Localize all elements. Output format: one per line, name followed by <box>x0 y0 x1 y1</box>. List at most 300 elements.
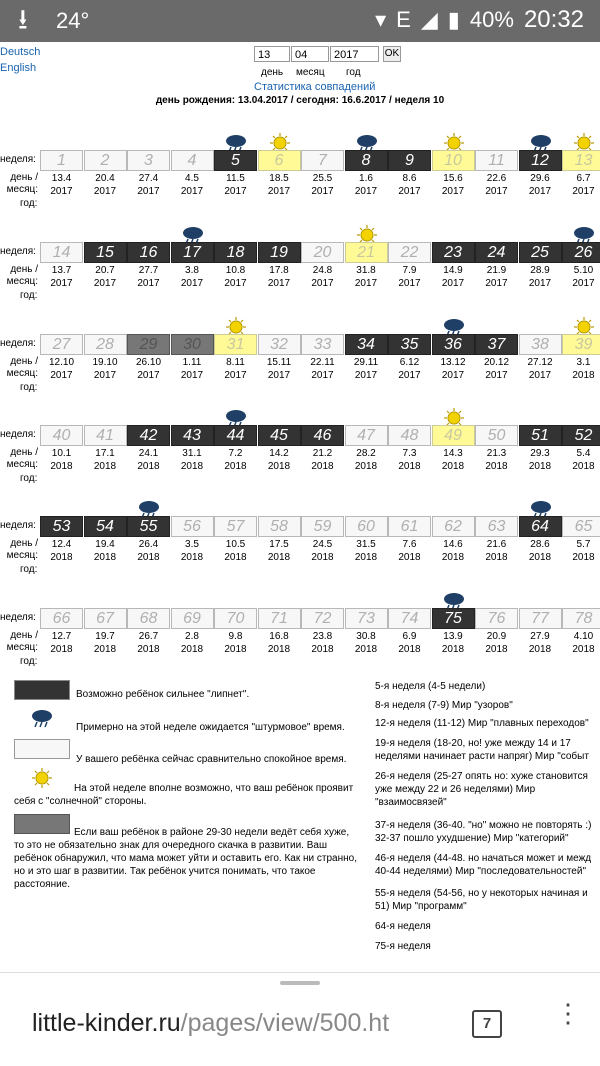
week-date: 10.8 <box>225 265 246 276</box>
week-year: 2018 <box>180 552 204 563</box>
week-year: 2018 <box>180 644 204 655</box>
week-date: 7.6 <box>402 539 417 550</box>
week-cell: 22 <box>388 242 431 263</box>
week-date: 7.2 <box>228 448 243 459</box>
day-label: день <box>261 67 284 78</box>
week-row <box>0 136 600 216</box>
year-label: год <box>346 67 361 78</box>
page-content <box>0 42 600 972</box>
week-cell: 38 <box>519 334 562 355</box>
browser-bar <box>0 972 600 1066</box>
language-links <box>0 44 40 76</box>
week-year: 2017 <box>398 186 421 197</box>
week-year: 2018 <box>137 644 160 655</box>
week-year: 2017 <box>485 186 508 197</box>
week-date: 20.9 <box>486 631 507 642</box>
week-cell: 37 <box>475 334 518 355</box>
week-date: 3.5 <box>185 539 199 550</box>
week-date: 21.9 <box>486 265 507 276</box>
week-date: 29.6 <box>530 173 550 184</box>
week-cell: 77 <box>519 608 562 629</box>
week-date: 20.4 <box>95 173 115 184</box>
download-icon: ⭳ <box>18 4 28 35</box>
week-year: 2018 <box>354 552 378 563</box>
week-cell: 59 <box>301 516 344 537</box>
week-cell: 23 <box>432 242 475 263</box>
week-year: 2017 <box>93 370 117 381</box>
week-cell: 12 <box>519 150 562 171</box>
birthday-summary: день рождения: 13.04.2017 / сегодня: 16.6.2017 / неделя 10 <box>155 95 445 106</box>
week-year: 2017 <box>224 278 247 289</box>
week-year: 2018 <box>267 552 291 563</box>
week-date: 13.12 <box>440 357 466 368</box>
week-year: 2018 <box>398 644 421 655</box>
week-cell: 62 <box>432 516 475 537</box>
week-cell: 45 <box>258 425 301 446</box>
week-cell: 18 <box>214 242 257 263</box>
week-cell: 50 <box>475 425 518 446</box>
week-date: 31.5 <box>356 539 376 550</box>
week-cell: 30 <box>171 334 214 355</box>
week-date: 1.6 <box>359 173 373 184</box>
week-date: 12.10 <box>48 357 75 368</box>
week-row <box>0 320 600 400</box>
week-cell: 75 <box>432 608 475 629</box>
legend-dark-swatch <box>14 680 70 700</box>
week-cell: 25 <box>519 242 562 263</box>
week-cell: 66 <box>40 608 83 629</box>
week-date: 13.4 <box>51 173 72 184</box>
week-year: 2017 <box>441 186 465 197</box>
week-date: 14.3 <box>443 448 463 459</box>
week-year: 2018 <box>311 552 334 563</box>
week-date: 1.11 <box>182 357 202 368</box>
drag-handle[interactable] <box>280 981 320 985</box>
week-date: 10.1 <box>51 448 72 459</box>
year-label: год: <box>20 473 38 484</box>
week-year: 2018 <box>137 552 160 563</box>
week-date: 17.8 <box>269 265 289 276</box>
week-date: 17.5 <box>269 539 289 550</box>
week-date: 28.9 <box>530 265 550 276</box>
week-year: 2018 <box>224 461 247 472</box>
leap-item: 37-я неделя (36-40. "но" можно не повторять :) 32-37 пошло ухудшение) Мир "категорий" <box>375 820 592 844</box>
week-date: 6.7 <box>576 173 591 184</box>
week-label: неделя: <box>0 338 36 349</box>
week-date: 14.6 <box>443 539 463 550</box>
week-year: 2017 <box>354 370 378 381</box>
week-date: 19.7 <box>95 631 115 642</box>
week-cell: 73 <box>345 608 388 629</box>
week-cell: 36 <box>432 334 475 355</box>
clock: 20:32 <box>523 6 584 33</box>
week-date: 4.5 <box>185 173 199 184</box>
week-date: 28.2 <box>356 448 376 459</box>
statistics-link[interactable]: Статистика совпадений <box>254 81 376 93</box>
week-cell: 48 <box>388 425 431 446</box>
week-date: 31.8 <box>356 265 376 276</box>
week-year: 2018 <box>267 461 291 472</box>
week-year: 2018 <box>485 461 508 472</box>
week-year: 2017 <box>180 370 204 381</box>
ok-button[interactable]: OK <box>383 46 401 62</box>
week-cell: 42 <box>127 425 170 446</box>
week-year: 2017 <box>485 370 508 381</box>
tab-count-button[interactable]: 7 <box>472 1010 502 1038</box>
week-cell: 2 <box>84 150 127 171</box>
week-year: 2018 <box>441 461 465 472</box>
battery-percent: 40% <box>469 7 514 32</box>
week-year: 2018 <box>354 461 378 472</box>
week-date: 29.3 <box>530 448 550 459</box>
week-year: 2018 <box>50 552 73 563</box>
year-label: год: <box>20 564 38 575</box>
week-year: 2017 <box>93 186 117 197</box>
day-month-label: день / месяц: <box>6 538 38 561</box>
week-date: 3.1 <box>576 357 591 368</box>
storm-icon <box>30 708 54 728</box>
week-cell: 14 <box>40 242 83 263</box>
week-cell: 32 <box>258 334 301 355</box>
year-label: год: <box>20 290 38 301</box>
week-date: 20.7 <box>95 265 115 276</box>
week-cell: 24 <box>475 242 518 263</box>
week-year: 2018 <box>50 461 73 472</box>
week-date: 27.7 <box>138 265 159 276</box>
week-cell: 52 <box>562 425 600 446</box>
week-date: 14.2 <box>269 448 289 459</box>
week-year: 2017 <box>398 278 421 289</box>
week-cell: 17 <box>171 242 214 263</box>
week-cell: 47 <box>345 425 388 446</box>
week-cell: 64 <box>519 516 562 537</box>
week-year: 2017 <box>311 370 334 381</box>
week-date: 16.8 <box>269 631 289 642</box>
week-year: 2018 <box>572 461 595 472</box>
week-date: 26.7 <box>138 631 159 642</box>
leap-item: 46-я неделя (44-48. но начаться может и межд 40-44 неделями) Мир "последовательностей" <box>375 853 592 877</box>
week-date: 29.11 <box>353 357 379 368</box>
week-year: 2017 <box>180 186 204 197</box>
week-year: 2017 <box>267 278 291 289</box>
week-cell: 57 <box>214 516 257 537</box>
week-cell: 7 <box>301 150 344 171</box>
leap-item: 19-я неделя (18-20, но! уже между 14 и 17 неделями начинает расти напряг) Мир "событ <box>375 738 589 762</box>
week-year: 2018 <box>93 461 117 472</box>
week-year: 2018 <box>311 644 334 655</box>
status-bar <box>0 0 600 42</box>
week-year: 2018 <box>485 644 508 655</box>
week-date: 5.4 <box>576 448 591 459</box>
week-cell: 46 <box>301 425 344 446</box>
week-year: 2018 <box>528 552 552 563</box>
week-cell: 67 <box>84 608 127 629</box>
leap-item: 12-я неделя (11-12) Мир "плавных переходов" <box>375 718 589 729</box>
week-cell: 55 <box>127 516 170 537</box>
week-date: 21.3 <box>486 448 507 459</box>
legend-sun-text: На этой неделе вполне возможно, что ваш ребёнок проявит себя с "солнечной" стороны. <box>14 783 354 807</box>
week-year: 2017 <box>137 278 160 289</box>
week-cell: 49 <box>432 425 475 446</box>
network-indicator: E <box>396 7 411 32</box>
year-input[interactable]: 2017 <box>330 46 379 62</box>
week-cell: 9 <box>388 150 431 171</box>
week-year: 2018 <box>180 461 204 472</box>
week-cell: 40 <box>40 425 83 446</box>
week-year: 2018 <box>572 552 595 563</box>
week-date: 28.6 <box>530 539 550 550</box>
week-cell: 5 <box>214 150 257 171</box>
day-month-label: день / месяц: <box>6 356 38 379</box>
week-year: 2018 <box>354 644 378 655</box>
more-menu-icon[interactable]: ⋮ <box>555 998 581 1028</box>
week-label: неделя: <box>0 246 36 257</box>
week-date: 7.3 <box>402 448 417 459</box>
signal-icon: ◢ <box>420 7 438 32</box>
week-date: 21.6 <box>486 539 507 550</box>
year-label: год: <box>20 382 38 393</box>
week-label: неделя: <box>0 520 36 531</box>
week-cell: 65 <box>562 516 600 537</box>
week-date: 20.12 <box>483 357 510 368</box>
wifi-icon: ▾ <box>375 7 387 32</box>
week-date: 26.4 <box>138 539 159 550</box>
week-year: 2017 <box>224 370 247 381</box>
leap-item: 26-я неделя (25-27 опять но: хуже становится уже между 22 и 26 неделями) Мир "взаимосвязей" <box>375 771 588 808</box>
legend-storm-text: Примерно на этой неделе ожидается "штурмовое" время. <box>76 722 345 733</box>
legend-light-text: У вашего ребёнка сейчас сравнительно спокойное время. <box>76 754 347 765</box>
week-cell: 28 <box>84 334 127 355</box>
week-year: 2017 <box>50 278 73 289</box>
week-year: 2017 <box>528 370 552 381</box>
day-month-label: день / месяц: <box>6 630 38 653</box>
week-cell: 61 <box>388 516 431 537</box>
week-date: 7.9 <box>402 265 417 276</box>
week-year: 2018 <box>311 461 334 472</box>
week-date: 24.5 <box>312 539 333 550</box>
language-link-deutsch[interactable]: Deutsch <box>0 46 41 58</box>
week-cell: 31 <box>214 334 257 355</box>
week-date: 22.6 <box>486 173 507 184</box>
week-cell: 34 <box>345 334 388 355</box>
week-date: 5.10 <box>573 265 594 276</box>
week-cell: 78 <box>562 608 600 629</box>
temperature: 24° <box>56 8 90 33</box>
url-domain: little-kinder.ru <box>32 1009 181 1037</box>
week-cell: 76 <box>475 608 518 629</box>
week-cell: 41 <box>84 425 127 446</box>
week-date: 22.11 <box>310 357 335 368</box>
url-field[interactable] <box>32 1009 389 1038</box>
week-year: 2017 <box>572 278 595 289</box>
week-year: 2017 <box>50 370 73 381</box>
week-year: 2018 <box>267 644 291 655</box>
week-label: неделя: <box>0 429 36 440</box>
week-date: 13.7 <box>51 265 72 276</box>
week-date: 9.8 <box>228 631 243 642</box>
week-cell: 15 <box>84 242 127 263</box>
week-year: 2018 <box>485 552 508 563</box>
week-row <box>0 594 600 674</box>
week-cell: 27 <box>40 334 83 355</box>
language-link-english[interactable]: English <box>0 62 37 74</box>
week-year: 2018 <box>572 644 595 655</box>
week-cell: 29 <box>127 334 170 355</box>
week-cell: 43 <box>171 425 214 446</box>
week-year: 2018 <box>441 552 465 563</box>
day-month-label: день / месяц: <box>6 447 38 470</box>
week-date: 6.12 <box>399 357 420 368</box>
legend-light-swatch <box>14 739 70 759</box>
week-cell: 56 <box>171 516 214 537</box>
week-date: 17.1 <box>95 448 115 459</box>
month-input[interactable]: 04 <box>291 46 329 62</box>
week-date: 27.4 <box>138 173 159 184</box>
week-cell: 53 <box>40 516 83 537</box>
week-date: 14.9 <box>443 265 463 276</box>
week-year: 2017 <box>398 370 421 381</box>
week-cell: 51 <box>519 425 562 446</box>
week-cell: 74 <box>388 608 431 629</box>
week-year: 2017 <box>137 370 160 381</box>
week-year: 2017 <box>354 186 378 197</box>
week-year: 2017 <box>572 186 595 197</box>
week-year: 2017 <box>528 186 552 197</box>
week-year: 2017 <box>528 278 552 289</box>
week-date: 18.5 <box>269 173 289 184</box>
week-cell: 20 <box>301 242 344 263</box>
week-date: 26.10 <box>135 357 162 368</box>
leap-item: 5-я неделя (4-5 недели) <box>375 681 486 692</box>
week-cell: 68 <box>127 608 170 629</box>
week-cell: 6 <box>258 150 301 171</box>
week-date: 8.11 <box>226 357 245 368</box>
week-cell: 63 <box>475 516 518 537</box>
week-date: 8.6 <box>402 173 417 184</box>
url-path: /pages/view/500.ht <box>180 1009 390 1037</box>
week-date: 19.10 <box>92 357 118 368</box>
week-cell: 71 <box>258 608 301 629</box>
week-date: 13.9 <box>443 631 463 642</box>
week-cell: 35 <box>388 334 431 355</box>
week-row <box>0 411 600 491</box>
legend-gray-text: Если ваш ребёнок в районе 29-30 недели ведёт себя хуже, то это не обязательно знак для очередного скачка в развитии. Ваш ребёнок обнаружил, что мама может уйти и оставить его. Как ни странно, но и это шаг в развитии. Так ребёнок учится понимать, что такое расстояние. <box>14 827 357 890</box>
week-cell: 58 <box>258 516 301 537</box>
week-year: 2018 <box>572 370 595 381</box>
week-date: 19.4 <box>95 539 115 550</box>
week-cell: 4 <box>171 150 214 171</box>
year-label: год: <box>20 656 38 667</box>
week-year: 2018 <box>224 552 247 563</box>
week-cell: 1 <box>40 150 83 171</box>
week-date: 27.12 <box>527 357 553 368</box>
week-date: 11.5 <box>226 173 245 184</box>
legend-dark-text: Возможно ребёнок сильнее "липнет". <box>76 689 250 700</box>
week-date: 5.7 <box>576 539 591 550</box>
week-date: 12.4 <box>51 539 72 550</box>
week-year: 2018 <box>93 644 117 655</box>
week-date: 10.5 <box>225 539 246 550</box>
day-input[interactable]: 13 <box>254 46 290 62</box>
week-year: 2018 <box>441 644 465 655</box>
week-year: 2018 <box>93 552 117 563</box>
week-date: 24.8 <box>312 265 333 276</box>
week-cell: 60 <box>345 516 388 537</box>
week-date: 30.8 <box>356 631 376 642</box>
week-cell: 8 <box>345 150 388 171</box>
week-date: 4.10 <box>573 631 594 642</box>
week-date: 15.11 <box>266 357 292 368</box>
week-cell: 70 <box>214 608 257 629</box>
month-label: месяц <box>296 67 325 78</box>
week-date: 27.9 <box>530 631 550 642</box>
week-cell: 16 <box>127 242 170 263</box>
week-year: 2018 <box>528 461 552 472</box>
week-cell: 69 <box>171 608 214 629</box>
week-row <box>0 228 600 308</box>
leap-item: 55-я неделя (54-56, но у некоторых начиная и 51) Мир "программ" <box>375 888 588 912</box>
week-date: 2.8 <box>185 631 199 642</box>
week-cell: 3 <box>127 150 170 171</box>
week-year: 2018 <box>398 552 421 563</box>
week-label: неделя: <box>0 612 36 623</box>
week-year: 2018 <box>398 461 421 472</box>
week-year: 2017 <box>485 278 508 289</box>
week-cell: 21 <box>345 242 388 263</box>
week-year: 2017 <box>311 186 334 197</box>
week-year: 2017 <box>180 278 204 289</box>
week-year: 2017 <box>137 186 160 197</box>
week-year: 2018 <box>528 644 552 655</box>
week-row <box>0 502 600 582</box>
leap-item: 64-я неделя <box>375 921 431 932</box>
week-date: 15.6 <box>443 173 463 184</box>
leap-item: 8-я неделя (7-9) Мир "узоров" <box>375 700 513 711</box>
week-cell: 11 <box>475 150 518 171</box>
week-year: 2018 <box>224 644 247 655</box>
battery-icon: ▮ <box>447 7 460 32</box>
week-year: 2017 <box>441 278 465 289</box>
week-cell: 13 <box>562 150 600 171</box>
week-cell: 39 <box>562 334 600 355</box>
week-year: 2017 <box>224 186 247 197</box>
leap-item: 75-я неделя <box>375 941 431 952</box>
week-date: 23.8 <box>312 631 333 642</box>
week-year: 2017 <box>93 278 117 289</box>
week-date: 24.1 <box>138 448 159 459</box>
week-label: неделя: <box>0 154 36 165</box>
week-year: 2018 <box>137 461 160 472</box>
week-year: 2018 <box>50 644 73 655</box>
week-cell: 54 <box>84 516 127 537</box>
week-date: 6.9 <box>402 631 417 642</box>
week-year: 2017 <box>354 278 378 289</box>
week-cell: 33 <box>301 334 344 355</box>
week-cell: 26 <box>562 242 600 263</box>
week-year: 2017 <box>50 186 73 197</box>
week-year: 2017 <box>267 370 291 381</box>
week-cell: 19 <box>258 242 301 263</box>
week-date: 3.8 <box>185 265 199 276</box>
week-date: 25.5 <box>312 173 333 184</box>
week-cell: 10 <box>432 150 475 171</box>
week-year: 2017 <box>441 370 465 381</box>
week-year: 2017 <box>267 186 291 197</box>
week-cell: 72 <box>301 608 344 629</box>
week-date: 31.1 <box>182 448 202 459</box>
week-cell: 44 <box>214 425 257 446</box>
year-label: год: <box>20 198 38 209</box>
